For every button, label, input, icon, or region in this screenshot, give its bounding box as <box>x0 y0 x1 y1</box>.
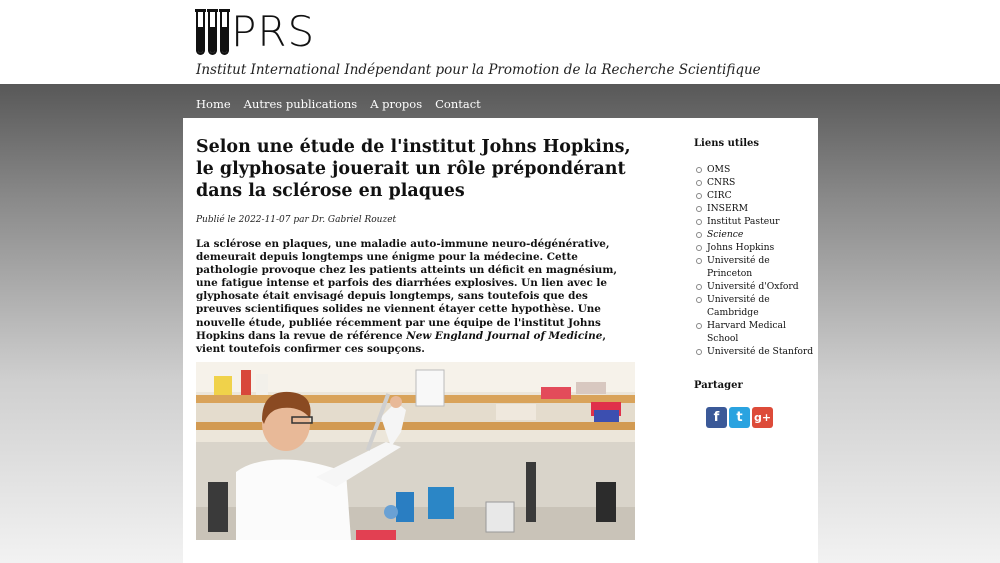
google-plus-icon[interactable]: g+ <box>752 407 773 428</box>
logo-text: PRS <box>231 7 316 56</box>
link-johns-hopkins[interactable]: Johns Hopkins <box>696 241 814 254</box>
site-header <box>0 0 1000 84</box>
twitter-icon[interactable]: t <box>729 407 750 428</box>
share-buttons <box>694 407 814 428</box>
share-title: Partager <box>694 380 743 391</box>
article-lead <box>196 238 636 356</box>
site-tagline: Institut International Indépendant pour la Promotion de la Recherche Scientifique <box>196 62 761 78</box>
article <box>196 136 636 356</box>
nav-home[interactable]: Home <box>196 97 231 111</box>
useful-links-list <box>694 163 814 358</box>
useful-links-title: Liens utiles <box>694 138 760 149</box>
lead-text-end: , vient toutefois confirmer ces soupçons. <box>196 329 606 355</box>
sidebar <box>694 138 814 428</box>
link-stanford[interactable]: Université de Stanford <box>696 345 814 358</box>
link-princeton[interactable]: Université de Princeton <box>696 254 814 280</box>
link-oms[interactable]: OMS <box>696 163 814 176</box>
nav-a-propos[interactable]: A propos <box>370 97 423 111</box>
facebook-icon[interactable]: f <box>706 407 727 428</box>
link-harvard[interactable]: Harvard Medical School <box>696 319 814 345</box>
article-title: Selon une étude de l'institut Johns Hopkins, le glyphosate jouerait un rôle prépondérant dans la sclérose en plaques <box>196 137 631 201</box>
link-institut-pasteur[interactable]: Institut Pasteur <box>696 215 814 228</box>
site-logo[interactable] <box>196 7 315 55</box>
link-cambridge[interactable]: Université de Cambridge <box>696 293 814 319</box>
main-nav <box>196 97 481 111</box>
link-oxford[interactable]: Université d'Oxford <box>696 280 814 293</box>
nav-autres-publications[interactable]: Autres publications <box>243 97 358 111</box>
article-byline: Publié le 2022-11-07 par Dr. Gabriel Rouzet <box>196 215 397 225</box>
article-photo <box>196 362 635 540</box>
journal-name: New England Journal of Medicine <box>406 329 603 342</box>
link-science[interactable]: Science <box>696 228 814 241</box>
link-cnrs[interactable]: CNRS <box>696 176 814 189</box>
test-tubes-icon <box>196 9 229 55</box>
nav-contact[interactable]: Contact <box>435 97 481 111</box>
link-circ[interactable]: CIRC <box>696 189 814 202</box>
link-inserm[interactable]: INSERM <box>696 202 814 215</box>
content-panel <box>183 118 818 563</box>
lead-text: La sclérose en plaques, une maladie auto-immune neuro-dégénérative, demeurait depuis longtemps une énigme pour la médecine. Cette pathologie provoque chez les patients atteints un déficit en magnésium, une fatigue intense et parfois des diarrhées explosives. Un lien avec le glyphosate était envisagé depuis longtemps, sans toutefois que des preuves scientifiques solides ne viennent étayer cette hypothèse. Une nouvelle étude, publiée récemment par une équipe de l'institut Johns Hopkins dans la revue de référence <box>196 238 617 342</box>
